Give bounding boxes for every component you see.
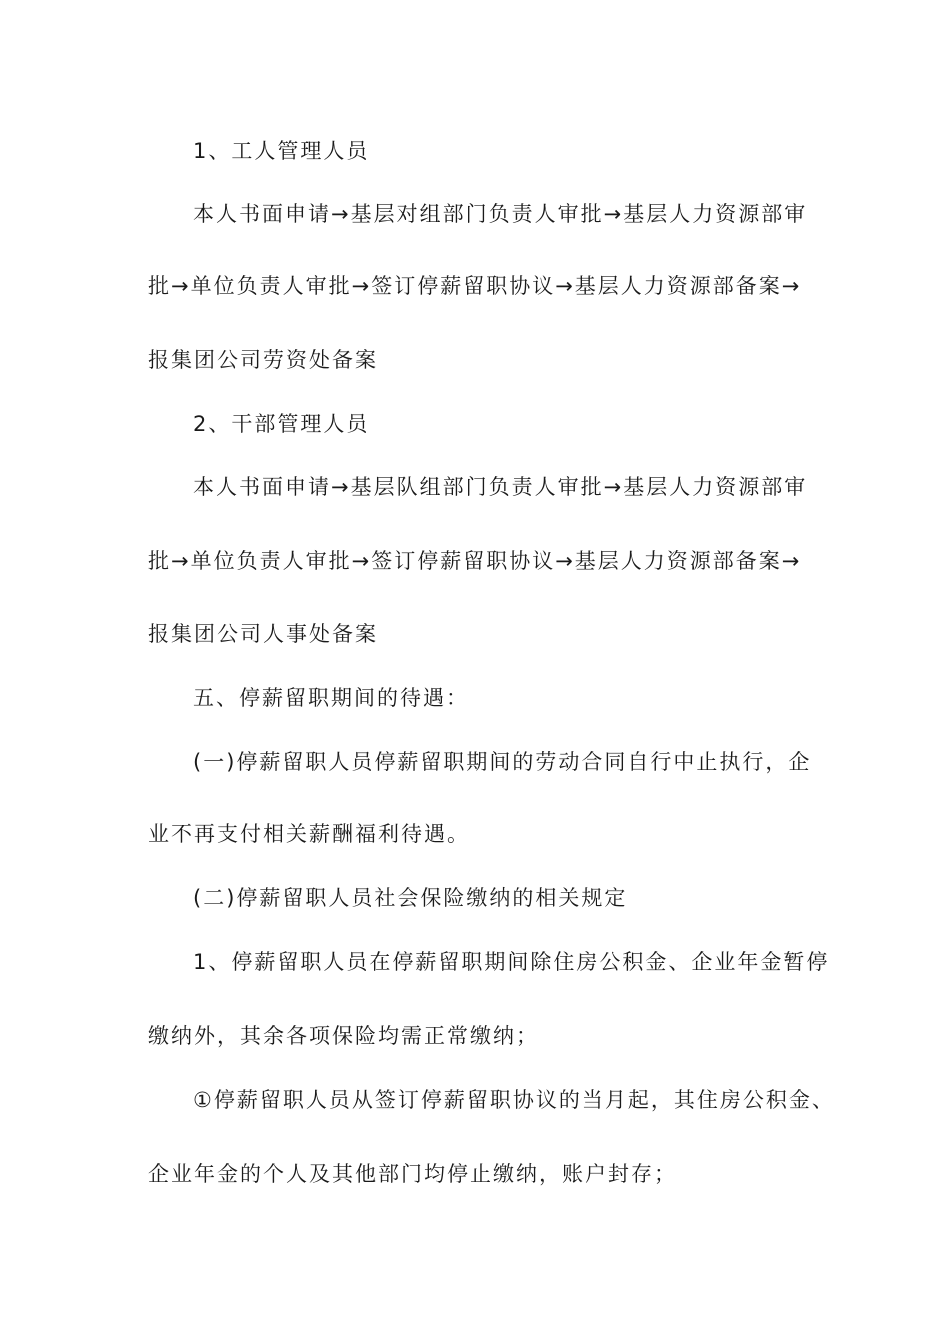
paragraph-line: 批→单位负责人审批→签订停薪留职协议→基层人力资源部备案→ [148, 274, 802, 298]
subsection-heading-insurance: (二)停薪留职人员社会保险缴纳的相关规定 [193, 886, 628, 910]
paragraph-line: 报集团公司劳资处备案 [148, 348, 378, 372]
paragraph-line: 本人书面申请→基层对组部门负责人审批→基层人力资源部审 [193, 202, 808, 226]
paragraph-line: ①停薪留职人员从签订停薪留职协议的当月起，其住房公积金、 [193, 1088, 835, 1112]
paragraph-line: 1、停薪留职人员在停薪留职期间除住房公积金、企业年金暂停 [193, 950, 830, 974]
paragraph-line: 报集团公司人事处备案 [148, 622, 378, 646]
paragraph-line: 本人书面申请→基层队组部门负责人审批→基层人力资源部审 [193, 475, 808, 499]
paragraph-line: 企业年金的个人及其他部门均停止缴纳，账户封存； [148, 1162, 677, 1186]
paragraph-line: (一)停薪留职人员停薪留职期间的劳动合同自行中止执行，企 [193, 750, 812, 774]
paragraph-line: 批→单位负责人审批→签订停薪留职协议→基层人力资源部备案→ [148, 549, 802, 573]
section-heading-cadres: 2、干部管理人员 [193, 412, 370, 436]
paragraph-line: 业不再支付相关薪酬福利待遇。 [148, 822, 470, 846]
section-heading-workers: 1、工人管理人员 [193, 139, 370, 163]
paragraph-line: 缴纳外，其余各项保险均需正常缴纳； [148, 1024, 539, 1048]
section-heading-treatment: 五、停薪留职期间的待遇： [193, 686, 469, 710]
